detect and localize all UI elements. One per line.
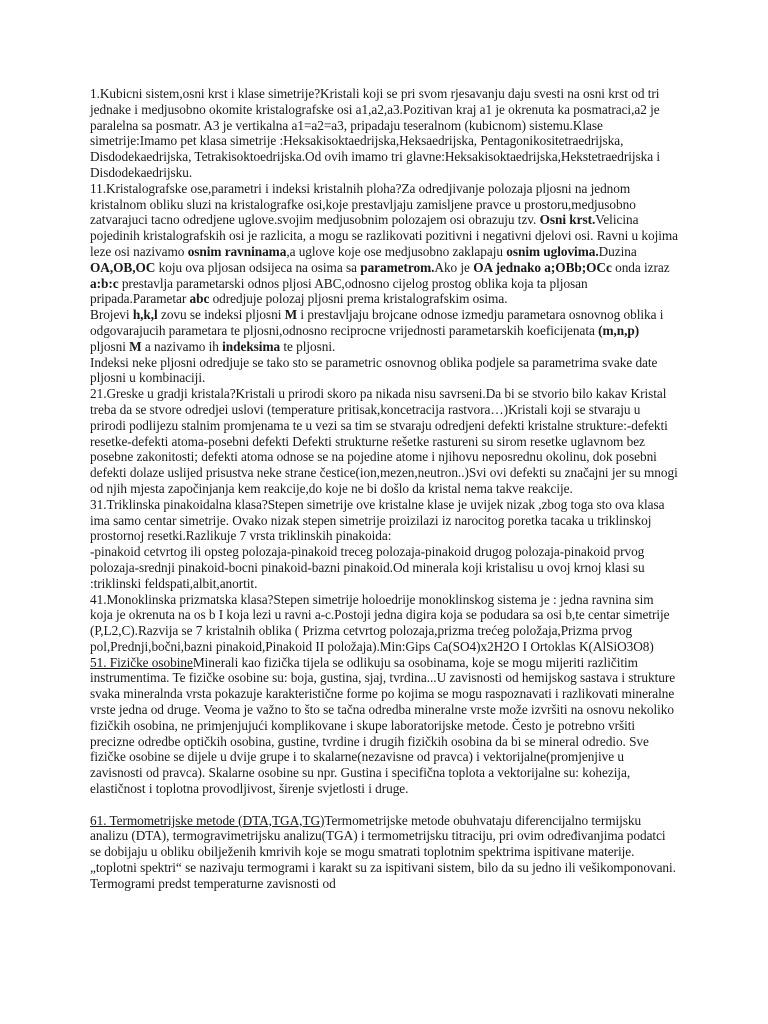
text-run: 41.Monoklinska prizmatska klasa?Stepen simetrije holoedrije monoklinskog sistema je : jedna ravnina sim koja je okrenuta na os b I koja lezi u ravni a-c.Postoji jedna digira koja se podudara sa osi b,te centar simetrije (P,L2,C).Razvija se 7 kristalnih oblika ( Prizma cetvrtog polozaja,prizma trećeg položaja,Prizma prvog pol,Prednji,bočni,bazni pinakoid,Pinakoid II položaja).Min:Gips Ca(SO4)x2H2O I Ortoklas K(AlSiO3O8)	[90, 591, 670, 654]
paragraph-q31	[90, 497, 678, 544]
text-run: 1.Kubicni sistem,osni krst i klase simetrije?Kristali koji se pri svom rjesavanju daju svesti na osni krst od tri jednake i medjusobno okomite kristalografske osi a1,a2,a3.Pozitivan kraj a1 je okrenuta ka posmatraci,a2 je paralelna sa posmatr. A3 je vertikalna a1=a2=a3, pripadaju teseralnom (kubicnom) sistemu.Klase simetrije:Imamo pet klasa simetrije :Heksakisoktaedrijska,Heksaedrijska, Pentagonikositetraedrijska, Disdodekaedrijska, Tetrakisoktoedrijska.Od ovih imamo tri glavne:Heksakisoktaedrijska,Hekstetraedrijska i Disdodekaedrijsku.	[90, 86, 660, 180]
text-run: Minerali kao fizička tijela se odlikuju sa osobinama, koje se mogu mijeriti različitim instrumentima. Te fizičke osobine su: boja, gustina, sjaj, tvrdina...U zavisnosti od hemijskog sastava i strukture svaka mineralnda vrsta pokazuje karakteristične forme po kojima se mogu raspoznavati i razlikovati mineralne vrste jedna od druge. Veoma je važno to što se tačna odredba mineralne vrste može izvršiti na osnovu nekoliko fizičkih osobina, ne primjenjujući komplikovane i skupe laboratorijske metode. Često je potrebno vršiti precizne odredbe optičkih osobina, gustine, tvrdine i drugih fizičkih osobina da bi se mineral odredio. Sve fizičke osobine se dijele u dvije grupe i to skalarne(nezavisne od pravca) i vektorijalne(promjenjive u zavisnosti od pravca). Skalarne osobine su npr. Gustina i specifična toplota a vektorijalne su: kohezija, elastičnost i toplotna provodljivost, širenje svjetlosti i druge.	[90, 654, 676, 797]
text-run: Ako je	[434, 259, 474, 275]
text-run: Duzina	[598, 243, 637, 259]
paragraph-q21	[90, 386, 678, 497]
text-run: 11.Kristalografske ose,parametri i indeksi kristalnih ploha?Za odredjivanje polozaja pljosni na jednom kristalnom obliku sluzi na kristalografke osi,koje prestavljaju zamisljene pravce u prostoru,medjusobno zatvarajuci tacno odredjene uglove.svojim medjusobnim polozajem osi obrazuju tzv.	[90, 180, 636, 228]
text-run: a nazivamo ih	[141, 338, 223, 354]
bold-term: OA jednako a;OBb;OCc	[473, 259, 612, 275]
paragraph-q51	[90, 655, 678, 797]
text-run: ,a uglove koje ose medjusobno zaklapaju	[286, 243, 507, 259]
paragraph-spacer	[90, 797, 678, 813]
bold-term: h,k,l	[132, 307, 158, 323]
bold-term: M	[129, 338, 142, 354]
text-run: te pljosni.	[280, 338, 336, 354]
paragraph-q11	[90, 181, 678, 307]
text-run: onda izraz	[611, 259, 670, 275]
text-run: 31.Triklinska pinakoidalna klasa?Stepen simetrije ove kristalne klase je uvijek nizak ,zbog toga sto ova klasa ima samo centar simetrije. Ovako nizak stepen simetrije proizilazi iz narocitog poretka tacaka u triklinskoj prostornoj resetki.Razlikuje 7 vrsta triklinskih pinakoida:	[90, 496, 665, 544]
text-run: -pinakoid cetvrtog ili opsteg polozaja-pinakoid treceg polozaja-pinakoid drugog polozaja-pinakoid prvog polozaja-srednji pinakoid-bocni pinakoid-bazni pinakoid.Od minerala koji kristalisu u ovoj krnoj klasi su :triklinski feldspati,albit,anortit.	[90, 544, 645, 591]
bold-term: indeksima	[222, 338, 281, 354]
text-run: 21.Greske u gradji kristala?Kristali u prirodi skoro pa nikada nisu savrseni.Da bi se stvorio bilo kakav Kristal treba da se stvore odredjei uslovi (temperature pritisak,koncetracija rastvora…)Kristali koji se stvaraju u prirodi podlijezu stalnim promjenama te u vezi sa tim se stvaraju odredjeni defekti kristalne strukture:-defekti resetke-defekti atoma-posebni defekti Defekti strukturne rešetke rastureni su sirom resetke uglavnom bez posebne zakonitosti; defekti atoma odnose se na pojedine atome i njihovu neposrednu okolinu, dok posebni defekti dolaze uslijed prisustva neke strane čestice(ion,mezen,neutron..)Svi ovi defekti su značajni jer su mnogi od njih mjesta započinjanja kem reakcije,do koje ne bi došlo da kristal nema takve reakcije.	[90, 386, 678, 496]
text-run: Brojevi	[90, 307, 133, 323]
paragraph-q41	[90, 592, 678, 655]
text-run: Velicina pojedinih kristalografskih osi je razlicita, a mogu se razlikovati pozitivni i negativni djelovi osi. Ravni u kojima leze osi nazivamo	[90, 212, 679, 259]
text-run: prestavlja parametarski odnos pljosi ABC,odnosno cijelog prostog oblika koja ta pljosan pripada.Parametar	[90, 275, 588, 307]
paragraph-q1	[90, 86, 678, 181]
paragraph-q31-list	[90, 544, 678, 591]
bold-term: (m,n,p)	[598, 322, 640, 338]
bold-term: osnim ravninama	[187, 243, 287, 259]
bold-term: a:b:c	[90, 275, 119, 291]
paragraph-q61	[90, 813, 678, 892]
text-run: odredjuje polozaj pljosni prema kristalografskim osima.	[209, 291, 508, 307]
bold-term: osnim uglovima.	[506, 243, 599, 259]
bold-term: parametrom.	[360, 259, 435, 275]
text-run: Termometrijske metode obuhvataju diferencijalno termijsku analizu (DTA), termogravimetrijsku analizu(TGA) i termometrijsku titraciju, pri ovim određivanjima podatci se dobijaju u obliku obilježenih kmrivih koje se mogu smatrati toplotnim spektrima ispitivane materije. „toplotni spektri“ se nazivaju termogrami i karakt su za ispitivani sistem, bilo da su jedno ili vešikomponovani. Termogrami predst temperaturne zavisnosti od	[90, 812, 676, 891]
bold-term: OA,OB,OC	[90, 259, 156, 275]
text-run: koju ova pljosan odsijeca na osima sa	[155, 259, 361, 275]
bold-term: abc	[189, 291, 210, 307]
section-heading: 61. Termometrijske metode (DTA,TGA,TG)	[90, 812, 325, 828]
text-run: Indeksi neke pljosni odredjuje se tako sto se parametric osnovnog oblika podjele sa parametrima svake date pljosni u kombinaciji.	[90, 354, 658, 386]
paragraph-indices-2	[90, 355, 678, 387]
text-run: zovu se indeksi pljosni	[157, 307, 285, 323]
paragraph-indices	[90, 307, 678, 354]
bold-term: M	[284, 307, 298, 323]
bold-term: Osni krst.	[539, 212, 596, 228]
text-run: pljosni	[90, 338, 130, 354]
section-heading: 51. Fizičke osobine	[90, 654, 193, 670]
text-run: i prestavljaju brojcane odnose izmedju parametara osnovnog oblika i odgovarajucih parametara te pljosni,odnosno reciprocne vrijednosti parametarskih koeficijenata	[90, 307, 664, 338]
